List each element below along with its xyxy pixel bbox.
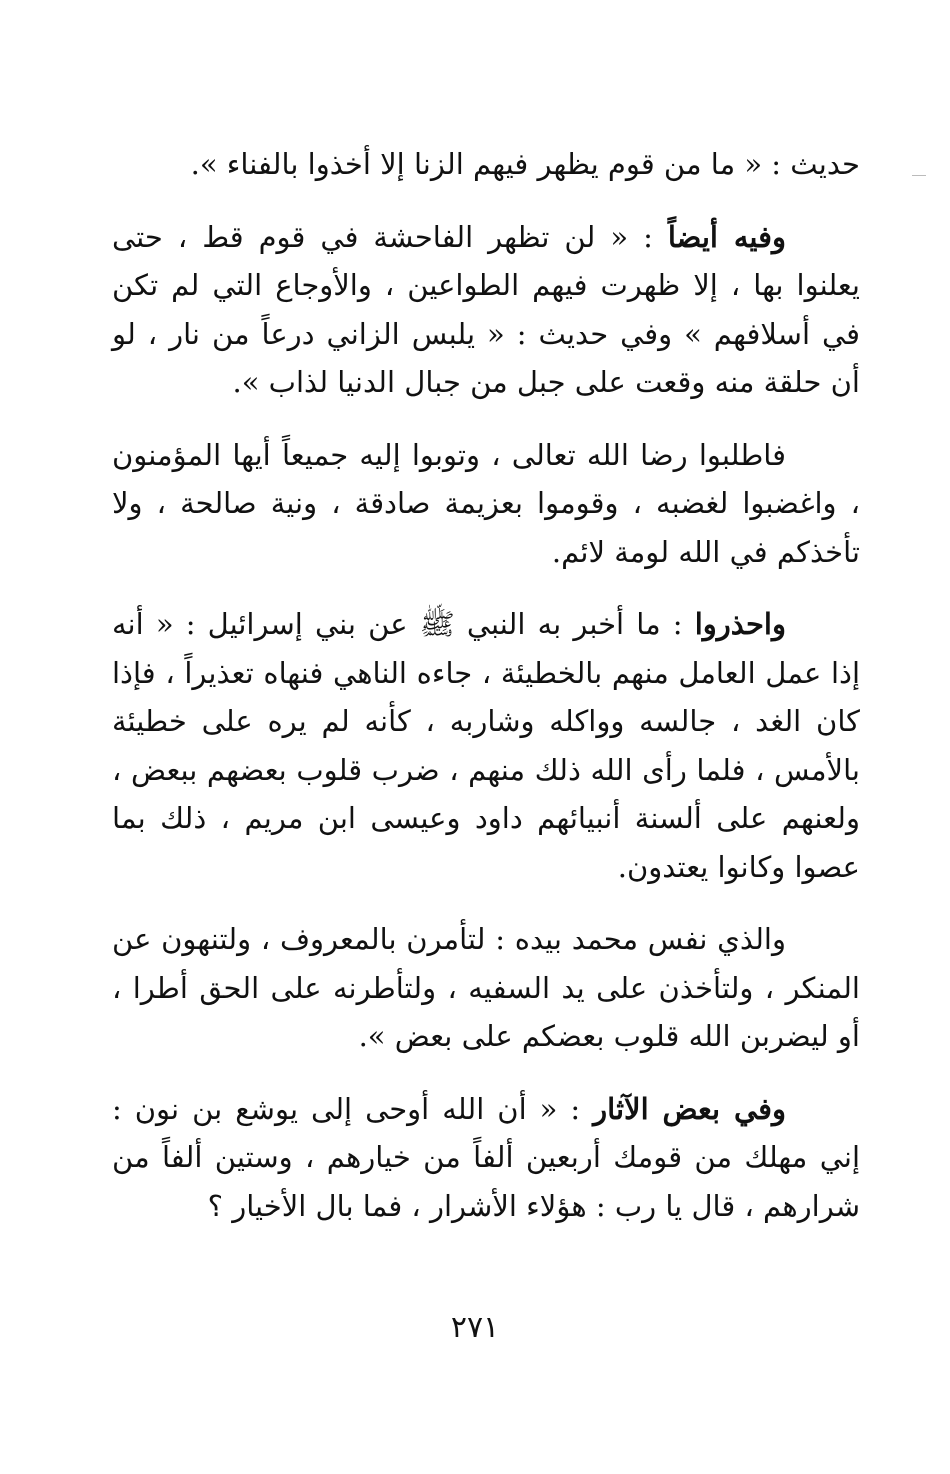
- paragraph-lead: وفي بعض الآثار: [593, 1091, 787, 1126]
- paragraph-text: : « أن الله أوحى إلى يوشع بن نون : إني مهلك من قومك أربعين ألفاً من خيارهم ، وستين ألفاً من شرارهم ، قال يا رب : هؤلاء الأشرار ، فما بال الأخيار ؟: [112, 1091, 860, 1223]
- scan-mark: [912, 175, 926, 176]
- paragraph-text: : ما أخبر به النبي ﷺ عن بني إسرائيل : « أنه إذا عمل العامل منهم بالخطيئة ، جاءه الناهي فنهاه تعذيراً ، فإذا كان الغد ، جالسه وواكله وشاربه ، كأنه لم يره على خطيئة بالأمس ، فلما رأى الله ذلك منهم ، ضرب قلوب بعضهم ببعض ، ولعنهم على ألسنة أنبيائهم داود وعيسى ابن مريم ، ذلك بما عصوا وكانوا يعتدون.: [112, 607, 860, 884]
- paragraph-lead: واحذروا: [694, 607, 786, 641]
- page-number: ٢٧١: [450, 1310, 500, 1345]
- paragraph-text: فاطلبوا رضا الله تعالى ، وتوبوا إليه جميعاً أيها المؤمنون ، واغضبوا لغضبه ، وقوموا بعزيمة صادقة ، ونية صالحة ، ولا تأخذكم في الله لومة لائم.: [112, 437, 860, 569]
- paragraph-bani-israel: [112, 600, 860, 891]
- page-body-text: [112, 140, 860, 1230]
- paragraph-text: والذي نفس محمد بيده : لتأمرن بالمعروف ، ولتنهون عن المنكر ، ولتأخذن على يد السفيه ، ولتأطرنه على الحق أطرا ، أو ليضربن الله قلوب بعضكم على بعض ».: [112, 922, 860, 1053]
- paragraph-repentance: [112, 431, 860, 577]
- paragraph-lead: وفيه أيضاً: [667, 219, 787, 254]
- paragraph-text: : « لن تظهر الفاحشة في قوم قط ، حتى يعلنوا بها ، إلا ظهرت فيهم الطواعين ، والأوجاع التي لم تكن في أسلافهم » وفي حديث : « يلبس الزاني درعاً من نار ، لو أن حلقة منه وقعت على جبل من جبال الدنيا لذاب ».: [112, 219, 860, 399]
- paragraph-hadith-zina: [112, 140, 860, 189]
- paragraph-text: حديث : « ما من قوم يظهر فيهم الزنا إلا أخذوا بالفناء ».: [190, 147, 860, 181]
- paragraph-oath: [112, 915, 860, 1061]
- paragraph-athar-yusha: [112, 1085, 860, 1231]
- paragraph-fahisha: [112, 213, 860, 407]
